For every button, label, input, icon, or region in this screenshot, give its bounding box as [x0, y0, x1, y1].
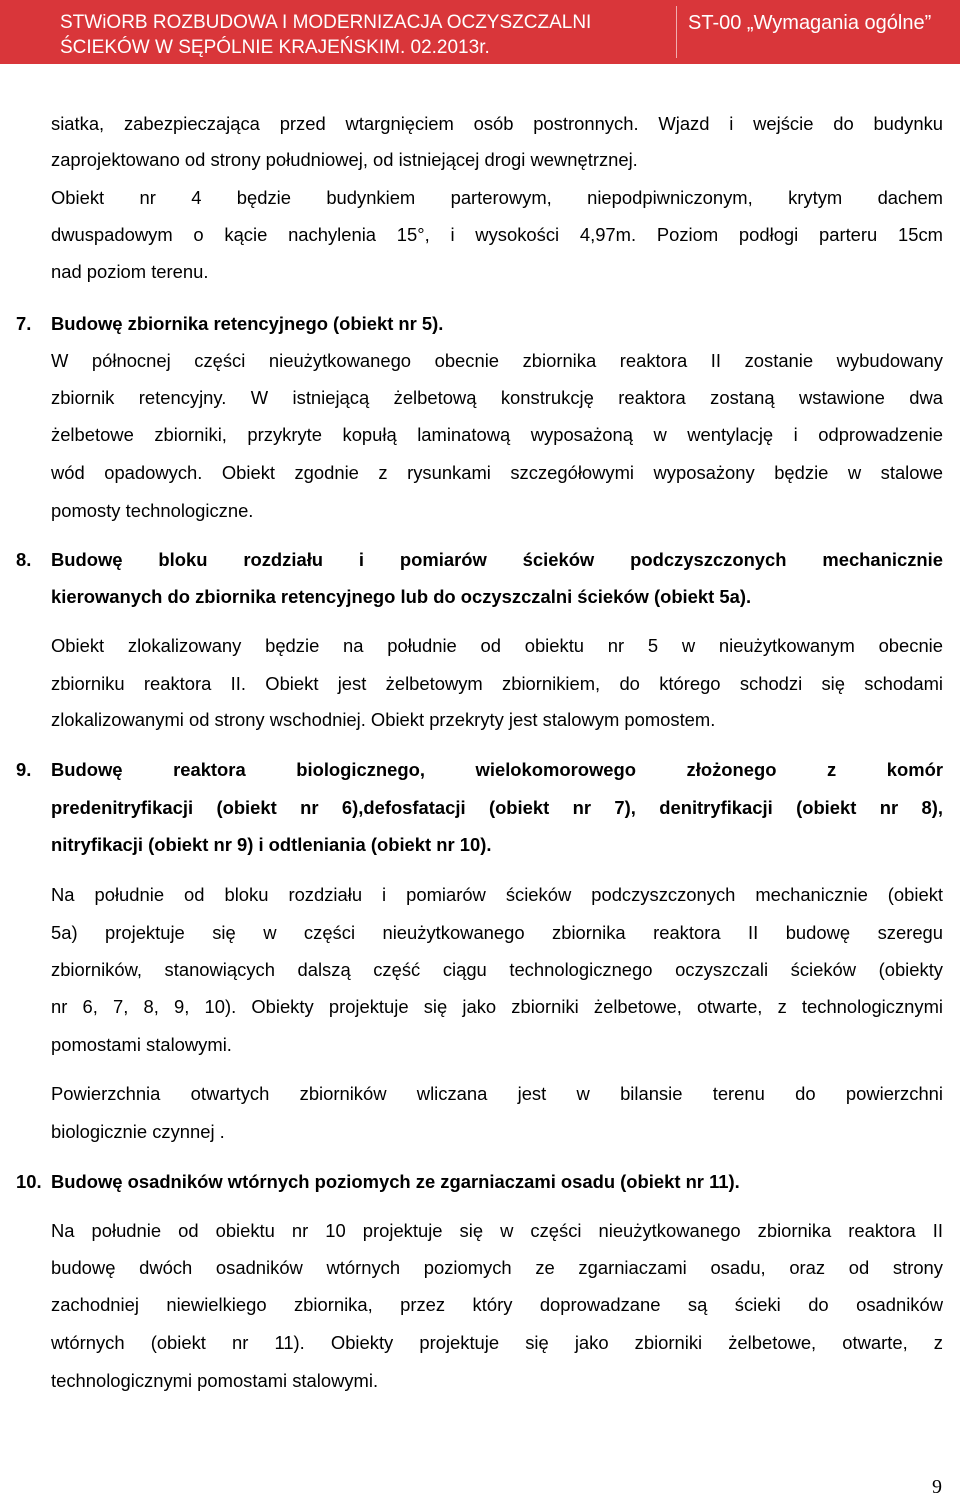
- section-heading: Budowę reaktora biologicznego, wielokomorowego złożonego z komór: [51, 759, 943, 780]
- text-line: zlokalizowanymi od strony wschodniej. Obiekt przekryty jest stalowym pomostem.: [51, 709, 716, 730]
- text-line: żelbetowe zbiorniki, przykryte kopułą laminatową wyposażoną w wentylację i odprowadzenie: [51, 424, 943, 445]
- document-title-line-1: STWiORB ROZBUDOWA I MODERNIZACJA OCZYSZCZALNI: [60, 12, 592, 33]
- section-heading: kierowanych do zbiornika retencyjnego lub do oczyszczalni ścieków (obiekt 5a).: [51, 586, 752, 607]
- section-heading: Budowę osadników wtórnych poziomych ze zgarniaczami osadu (obiekt nr 11).: [51, 1171, 740, 1192]
- text-line: nr 6, 7, 8, 9, 10). Obiekty projektuje się jako zbiorniki żelbetowe, otwarte, z technologicznymi: [51, 996, 943, 1017]
- text-line: pomosty technologiczne.: [51, 500, 254, 521]
- text-line: siatka, zabezpieczająca przed wtargnięciem osób postronnych. Wjazd i wejście do budynku: [51, 113, 943, 134]
- text-line: pomostami stalowymi.: [51, 1034, 232, 1055]
- text-line: wtórnych (obiekt nr 11). Obiekty projektuje się jako zbiorniki żelbetowe, otwarte, z: [51, 1332, 943, 1353]
- text-line: zbiorniku reaktora II. Obiekt jest żelbetowym zbiornikiem, do którego schodzi się schodami: [51, 673, 943, 694]
- section-heading: nitryfikacji (obiekt nr 9) i odtleniania (obiekt nr 10).: [51, 834, 492, 855]
- text-line: budowę dwóch osadników wtórnych poziomych ze zgarniaczami osadu, oraz od strony: [51, 1257, 943, 1278]
- text-line: wód opadowych. Obiekt zgodnie z rysunkami szczegółowymi wyposażony będzie w stalowe: [51, 462, 943, 483]
- text-line: Powierzchnia otwartych zbiorników wliczana jest w bilansie terenu do powierzchni: [51, 1083, 943, 1104]
- text-line: zaprojektowano od strony południowej, od istniejącej drogi wewnętrznej.: [51, 149, 638, 170]
- header-divider: [676, 6, 677, 58]
- text-line: Obiekt zlokalizowany będzie na południe od obiektu nr 5 w nieużytkowanym obecnie: [51, 635, 943, 656]
- header-banner: [0, 0, 960, 64]
- text-line: W północnej części nieużytkowanego obecnie zbiornika reaktora II zostanie wybudowany: [51, 350, 943, 371]
- section-number: 8.: [16, 549, 32, 570]
- text-line: dwuspadowym o kącie nachylenia 15°, i wysokości 4,97m. Poziom podłogi parteru 15cm: [51, 224, 943, 245]
- text-line: zachodniej niewielkiego zbiornika, przez który doprowadzane są ścieki do osadników: [51, 1294, 943, 1315]
- text-line: biologicznie czynnej .: [51, 1121, 225, 1142]
- page-number: 9: [932, 1476, 942, 1498]
- text-line: 5a) projektuje się w części nieużytkowanego zbiornika reaktora II budowę szeregu: [51, 922, 943, 943]
- text-line: technologicznymi pomostami stalowymi.: [51, 1370, 379, 1391]
- section-number: 7.: [16, 313, 32, 334]
- document-title: [60, 10, 650, 60]
- section-heading: Budowę zbiornika retencyjnego (obiekt nr 5).: [51, 313, 444, 334]
- text-line: Na południe od obiektu nr 10 projektuje się w części nieużytkowanego zbiornika reaktora II: [51, 1220, 943, 1241]
- section-label: ST-00 „Wymagania ogólne”: [688, 12, 932, 34]
- text-line: zbiorników, stanowiących dalszą część ciągu technologicznego oczyszczali ścieków (obiekty: [51, 959, 943, 980]
- document-title-line-2: ŚCIEKÓW W SĘPÓLNIE KRAJEŃSKIM. 02.2013r.: [60, 37, 490, 58]
- text-line: Na południe od bloku rozdziału i pomiarów ścieków podczyszczonych mechanicznie (obiekt: [51, 884, 943, 905]
- section-heading: Budowę bloku rozdziału i pomiarów ścieków podczyszczonych mechanicznie: [51, 549, 943, 570]
- text-line: nad poziom terenu.: [51, 261, 209, 282]
- text-line: zbiornik retencyjny. W istniejącą żelbetową konstrukcję reaktora zostaną wstawione dwa: [51, 387, 943, 408]
- section-number: 10.: [16, 1171, 42, 1192]
- text-line: Obiekt nr 4 będzie budynkiem parterowym, niepodpiwniczonym, krytym dachem: [51, 187, 943, 208]
- section-number: 9.: [16, 759, 32, 780]
- section-heading: predenitryfikacji (obiekt nr 6),defosfatacji (obiekt nr 7), denitryfikacji (obiekt nr 8),: [51, 797, 943, 818]
